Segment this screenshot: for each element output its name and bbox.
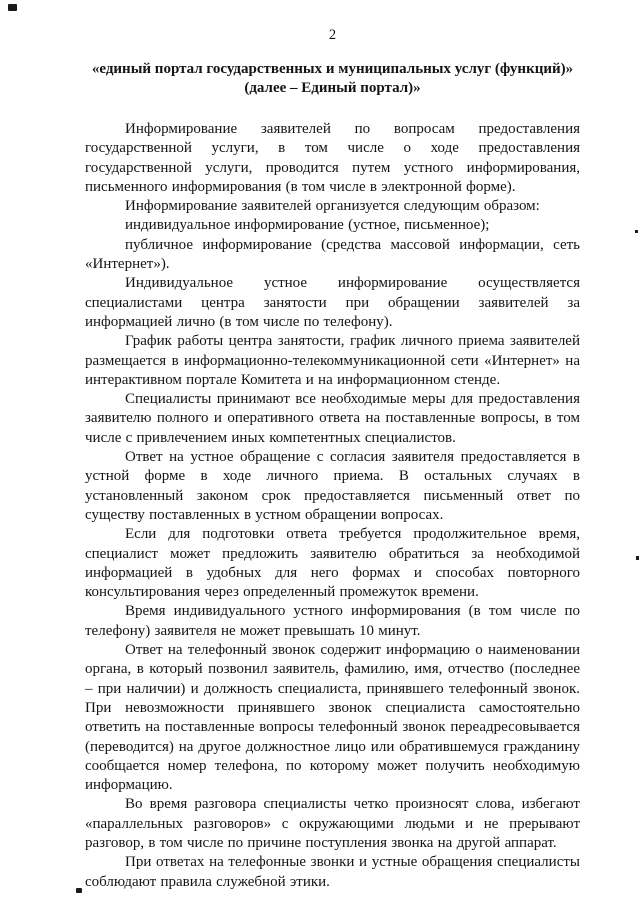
paragraph: публичное информирование (средства массовой информации, сеть «Интернет»). [85,236,580,273]
document-body [85,120,580,892]
paragraph: Во время разговора специалисты четко произносят слова, избегают «параллельных разговоров» с окружающими людьми и не прерывают разговор, в том числе по причине поступления звонка на другой аппарат. [85,796,580,851]
paragraph: Ответ на устное обращение с согласия заявителя предоставляется в устной форме в ходе личного приема. В остальных случаях в установленный законом срок предоставляется письменный ответ по существу поставленных в устном обращении вопросах. [85,449,580,523]
document-heading [85,60,580,98]
paragraph: Ответ на телефонный звонок содержит информацию о наименовании органа, в который позвонил заявитель, фамилию, имя, отчество (последнее – при наличии) и должность специалиста, принявшего телефонный звонок. При невозможности принявшего звонок специалиста самостоятельно ответить на поставленные вопросы телефонный звонок переадресовывается (переводится) на другое должностное лицо или обратившемуся гражданину сообщается номер телефона, по которому может получить необходимую информацию. [85,642,580,794]
scan-artifact [76,888,82,893]
scan-artifact [635,230,638,233]
paragraph: График работы центра занятости, график личного приема заявителей размещается в информационно-телекоммуникационной сети «Интернет» на интерактивном портале Комитета и на информационном стенде. [85,333,580,388]
paragraph: Специалисты принимают все необходимые меры для предоставления заявителю полного и оперативного ответа на поставленные вопросы, в том числе с привлечением иных компетентных специалистов. [85,391,580,446]
paragraph: индивидуальное информирование (устное, письменное); [125,217,490,234]
paragraph: Если для подготовки ответа требуется продолжительное время, специалист может предложить заявителю обратиться за необходимой информацией в удобных для него формах и способах повторного консультирования через определенный промежуток времени. [85,526,580,601]
paragraph: Информирование заявителей по вопросам предоставления государственной услуги, в том числе о ходе предоставления государственной услуги, проводится путем устного информирования, письменного информирования (в том числе в электронной форме). [85,121,580,195]
page-number: 2 [328,27,337,43]
paragraph: Индивидуальное устное информирование осуществляется специалистами центра занятости при обращении заявителей за информацией лично (в том числе по телефону). [85,275,580,330]
scan-artifact [636,556,639,560]
scan-artifact [8,4,17,11]
paragraph: Информирование заявителей организуется следующим образом: [125,198,540,215]
paragraph: Время индивидуального устного информирования (в том числе по телефону) заявителя не может превышать 10 минут. [85,603,580,639]
heading-line-1: «единый портал государственных и муниципальных услуг (функций)» [91,61,574,77]
paragraph: При ответах на телефонные звонки и устные обращения специалисты соблюдают правила служебной этики. [85,854,580,890]
heading-line-2: (далее – Единый портал)» [244,80,421,96]
